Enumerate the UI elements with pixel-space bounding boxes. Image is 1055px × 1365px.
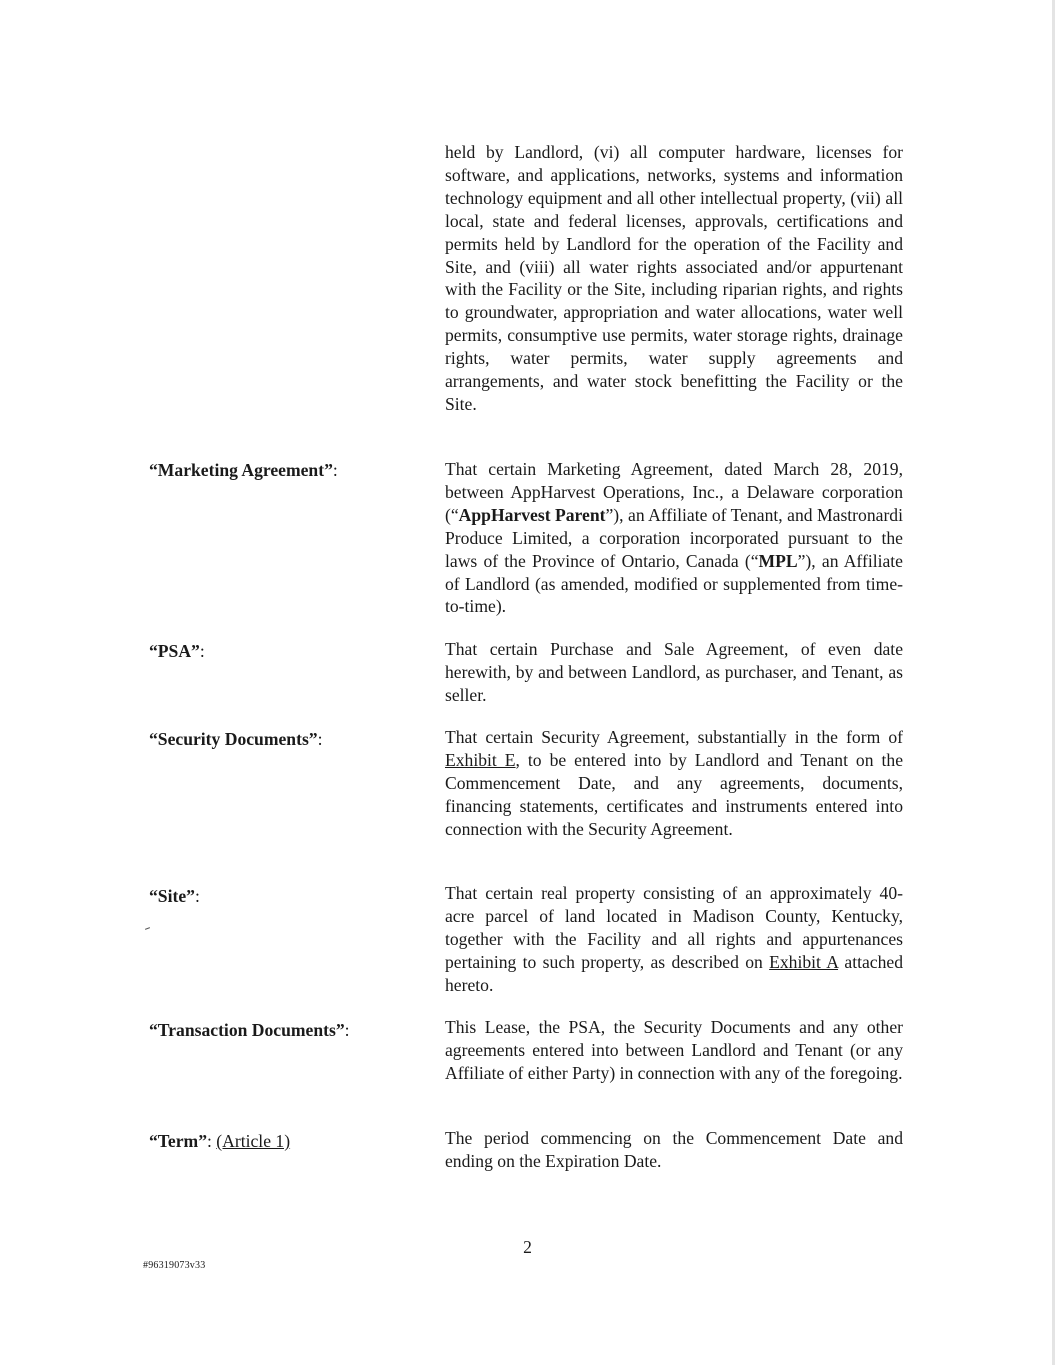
term-psa bbox=[149, 640, 429, 663]
continued-paragraph: held by Landlord, (vi) all computer hardware, licenses for software, and applications, networks, systems and information technology equipment and all other intellectual property, (vii) all local, state and federal licenses, approvals, certifications and permits held by Landlord for the operation of the Facility and Site, and (viii) all water rights associated and/or appurtenant with the Facility or the Site, including riparian rights, and rights to groundwater, appropriation and water allocations, water well permits, consumptive use permits, water storage rights, drainage rights, water permits, water supply agreements and arrangements, and water stock benefitting the Facility or the Site. bbox=[445, 142, 903, 414]
term-name: “PSA” bbox=[149, 641, 200, 661]
term-marketing-agreement bbox=[149, 459, 429, 482]
definition-site bbox=[445, 882, 903, 997]
scan-artifact-mark bbox=[145, 927, 150, 930]
term-colon: : bbox=[332, 460, 338, 480]
term-name: “Term” bbox=[149, 1131, 207, 1151]
definition-text: That certain Purchase and Sale Agreement, of even date herewith, by and between Landlord, as purchaser, and Tenant, as seller. bbox=[445, 639, 903, 705]
term-colon: : bbox=[199, 641, 205, 661]
definition-text: ”), an Affiliate of Landlord (as amended, modified or supplemented from time-to-time). bbox=[445, 550, 903, 617]
definition-text: That certain real property consisting of an approximately 40-acre parcel of land located in Madison County, Kentucky, together with the Facility and all rights and appurtenances pertaining to such property, as described on bbox=[445, 883, 903, 972]
definition-text: That certain Security Agreement, substantially in the form of bbox=[445, 727, 903, 747]
exhibit-a-reference[interactable]: Exhibit A bbox=[769, 951, 839, 972]
term-site bbox=[149, 885, 429, 908]
definition-marketing-agreement bbox=[445, 458, 903, 618]
definition-text: That certain Marketing Agreement, dated March 28, 2019, between AppHarvest Operations, Inc., a Delaware corporation (“ bbox=[445, 459, 903, 525]
term-security-documents bbox=[149, 728, 429, 751]
term-transaction-documents bbox=[149, 1019, 429, 1042]
article-1-reference[interactable]: (Article 1) bbox=[216, 1131, 291, 1151]
term-name: “Marketing Agreement” bbox=[149, 460, 333, 480]
definition-transaction-documents bbox=[445, 1016, 903, 1085]
term-colon: : bbox=[344, 1020, 350, 1040]
term-name: “Site” bbox=[149, 886, 195, 906]
page-number: 2 bbox=[523, 1237, 532, 1257]
term-term bbox=[149, 1130, 429, 1153]
term-colon: : bbox=[317, 729, 323, 749]
defined-term-mpl: MPL bbox=[758, 550, 798, 571]
document-id: #96319073v33 bbox=[143, 1260, 206, 1271]
defined-term-appharvest-parent: AppHarvest Parent bbox=[458, 504, 606, 525]
definition-text: The period commencing on the Commencement Date and ending on the Expiration Date. bbox=[445, 1128, 903, 1171]
definition-text: , to be entered into by Landlord and Tenant on the Commencement Date, and any agreements, documents, financing statements, certificates and instruments entered into connection with the Security Agreement. bbox=[445, 749, 903, 839]
exhibit-e-reference[interactable]: Exhibit E bbox=[445, 749, 516, 770]
term-colon: : bbox=[194, 886, 200, 906]
definition-text: ”), an Affiliate of Tenant, and Mastronardi Produce Limited, a corporation incorporated pursuant to the laws of the Province of Ontario, Canada (“ bbox=[445, 504, 903, 571]
definition-security-documents bbox=[445, 726, 903, 841]
definition-text: attached hereto. bbox=[445, 951, 903, 995]
definition-text: This Lease, the PSA, the Security Documents and any other agreements entered into between Landlord and Tenant (or any Affiliate of either Party) in connection with any of the foregoing. bbox=[445, 1017, 903, 1083]
term-name: “Transaction Documents” bbox=[149, 1020, 345, 1040]
term-name: “Security Documents” bbox=[149, 729, 318, 749]
definition-psa bbox=[445, 638, 903, 707]
term-colon: : bbox=[207, 1131, 217, 1151]
definition-term bbox=[445, 1127, 903, 1173]
